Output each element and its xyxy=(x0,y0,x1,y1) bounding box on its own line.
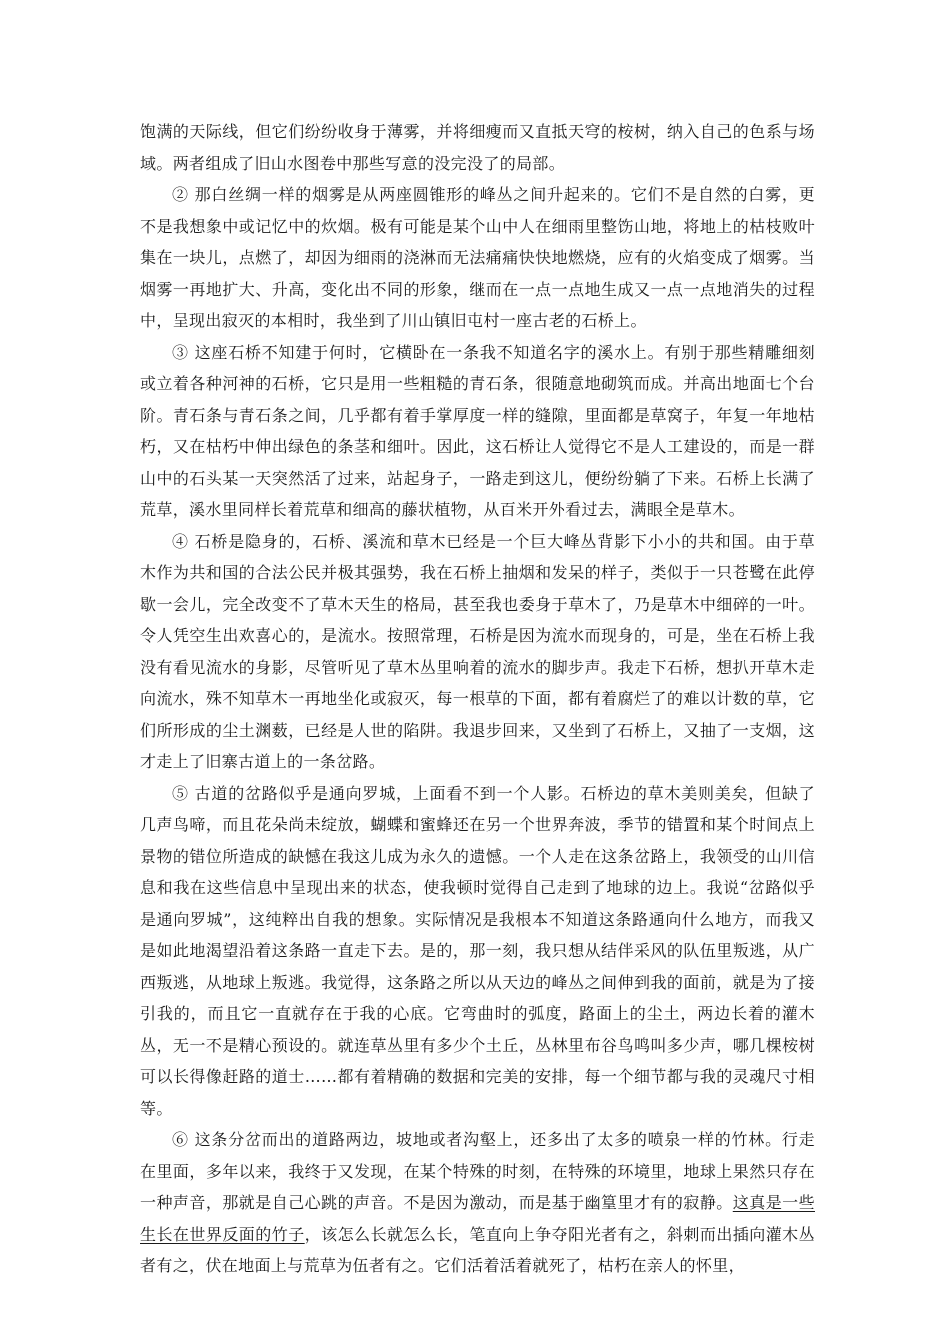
paragraph-text: ② 那白丝绸一样的烟雾是从两座圆锥形的峰丛之间升起来的。它们不是自然的白雾，更不是我想象中或记忆中的炊烟。极有可能是某个山中人在细雨里整饬山地，将地上的枯枝败叶集在一块儿，点燃了，却因为细雨的浇淋而无法痛痛快快地燃烧，应有的火焰变成了烟雾。当烟雾一再地扩大、升高，变化出不同的形象，继而在一点一点地生成又一点一点地消失的过程中，呈现出寂灭的本相时，我坐到了川山镇旧屯村一座古老的石桥上。 xyxy=(140,185,815,330)
paragraph-text: ④ 石桥是隐身的，石桥、溪流和草木已经是一个巨大峰丛背影下小小的共和国。由于草木作为共和国的合法公民并极其强势，我在石桥上抽烟和发呆的样子，类似于一只苍鹭在此停歇一会儿，完全改变不了草木天生的格局，甚至我也委身于草木了，乃是草木中细碎的一叶。令人凭空生出欢喜心的，是流水。按照常理，石桥是因为流水而现身的，可是，坐在石桥上我没有看见流水的身影，尽管听见了草木丛里响着的流水的脚步声。我走下石桥，想扒开草木走向流水，殊不知草木一再地坐化或寂灭，每一根草的下面，都有着腐烂了的难以计数的草，它们所形成的尘土渊薮，已经是人世的陷阱。我退步回来，又坐到了石桥上，又抽了一支烟，这才走上了旧寨古道上的一条岔路。 xyxy=(140,531,815,771)
underlined-sentence: 这真是一些生长在世界反面的竹子 xyxy=(140,1193,815,1244)
paragraph-4 xyxy=(140,526,815,778)
paragraph-2 xyxy=(140,179,815,337)
paragraph-continuation xyxy=(140,116,815,179)
paragraph-text: 饱满的天际线，但它们纷纷收身于薄雾，并将细瘦而又直抵天穹的桉树，纳入自己的色系与场域。两者组成了旧山水图卷中那些写意的没完没了的局部。 xyxy=(140,122,815,173)
article-body xyxy=(140,116,815,1282)
paragraph-text: ⑥ 这条分岔而出的道路两边，坡地或者沟壑上，还多出了太多的喷泉一样的竹林。行走在里面，多年以来，我终于又发现，在某个特殊的时刻，在特殊的环境里，地球上果然只存在一种声音，那就是自己心跳的声音。不是因为激动，而是基于幽篁里才有的寂静。 xyxy=(140,1130,815,1212)
paragraph-5 xyxy=(140,778,815,1125)
paragraph-text: ，该怎么长就怎么长，笔直向上争夺阳光者有之，斜刺而出插向灌木丛者有之，伏在地面上与荒草为伍者有之。它们活着活着就死了，枯朽在亲人的怀里， xyxy=(140,1224,815,1275)
paragraph-text: ⑤ 古道的岔路似乎是通向罗城，上面看不到一个人影。石桥边的草木美则美矣，但缺了几声鸟啼，而且花朵尚未绽放，蝴蝶和蜜蜂还在另一个世界奔波，季节的错置和某个时间点上景物的错位所造成的缺憾在我这儿成为永久的遗憾。一个人走在这条岔路上，我领受的山川信息和我在这些信息中呈现出来的状态，使我顿时觉得自己走到了地球的边上。我说“岔路似乎是通向罗城”，这纯粹出自我的想象。实际情况是我根本不知道这条路通向什么地方，而我又是如此地渴望沿着这条路一直走下去。是的，那一刻，我只想从结伴采风的队伍里叛逃，从广西叛逃，从地球上叛逃。我觉得，这条路之所以从天边的峰丛之间伸到我的面前，就是为了接引我的，而且它一直就存在于我的心底。它弯曲时的弧度，路面上的尘土，两边长着的灌木丛，无一不是精心预设的。就连草丛里有多少个土丘，丛林里布谷鸟鸣叫多少声，哪几棵桉树可以长得像赶路的道士……都有着精确的数据和完美的安排，每一个细节都与我的灵魂尺寸相等。 xyxy=(140,783,815,1118)
paragraph-text: ③ 这座石桥不知建于何时，它横卧在一条我不知道名字的溪水上。有别于那些精雕细刻或立着各种河神的石桥，它只是用一些粗糙的青石条，很随意地砌筑而成。并高出地面七个台阶。青石条与青石条之间，几乎都有着手掌厚度一样的缝隙，里面都是草窝子，年复一年地枯朽，又在枯朽中伸出绿色的条茎和细叶。因此，这石桥让人觉得它不是人工建设的，而是一群山中的石头某一天突然活了过来，站起身子，一路走到这儿，便纷纷躺了下来。石桥上长满了荒草，溪水里同样长着荒草和细高的藤状植物，从百米开外看过去，满眼全是草木。 xyxy=(140,342,815,519)
paragraph-6 xyxy=(140,1124,815,1282)
paragraph-3 xyxy=(140,337,815,526)
